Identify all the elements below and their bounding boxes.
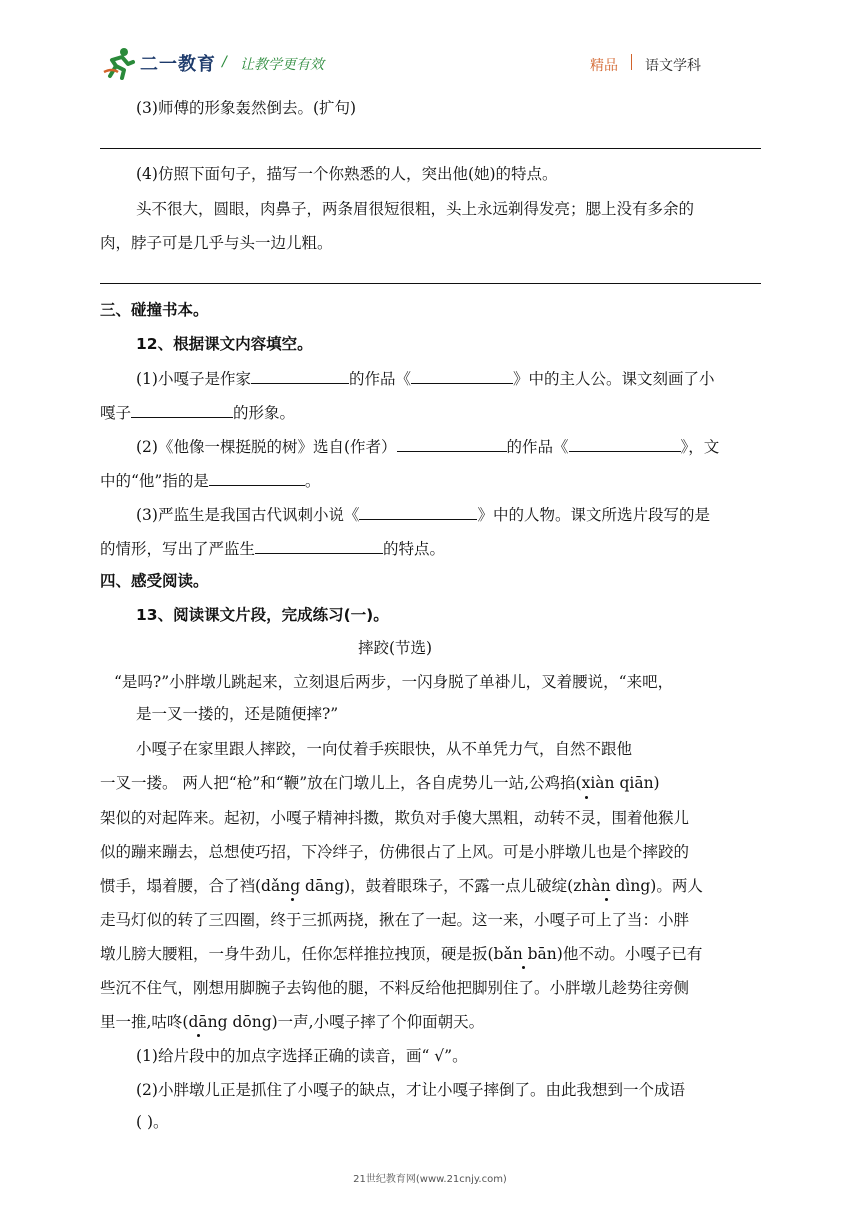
text-segment: 的特点。: [383, 540, 446, 558]
section-3-heading: 三、碰撞书本。: [100, 301, 209, 319]
fill-blank-image[interactable]: [131, 402, 233, 418]
premium-tag: 精品: [590, 58, 618, 74]
emphasis-dot: [522, 966, 525, 969]
question-12-1-line-2: [100, 402, 295, 423]
fill-blank-writer[interactable]: [397, 436, 507, 452]
text-segment: 》中的主人公。课文刻画了小: [512, 370, 715, 388]
fill-blank-he-refers-to[interactable]: [209, 470, 305, 486]
passage-title: 摔跤(节选): [358, 639, 433, 657]
page-footer: 21世纪教育网(www.21cnjy.com): [353, 1174, 507, 1185]
text-segment: 嘎子: [100, 404, 132, 422]
question-12-1-line-1: [136, 368, 715, 389]
passage-p2-line-5: 惯手，塌着腰，合了裆(dǎng dāng)，鼓着眼珠子，不露一点儿破绽(zhàn dìng)。两人: [100, 877, 703, 895]
question-12-2-line-1: [136, 436, 719, 457]
text-segment: 的作品《: [348, 370, 411, 388]
section-4-heading: 四、感受阅读。: [100, 572, 209, 590]
logo-text: 二一教育: [140, 54, 216, 75]
runner-logo-icon: [102, 46, 136, 80]
header-slogan: 让教学更有效: [240, 57, 324, 73]
question-12-3-line-1: [136, 504, 710, 525]
fill-blank-satire-novel[interactable]: [359, 504, 477, 520]
fill-blank-author[interactable]: [251, 368, 349, 384]
emphasis-dot: [291, 898, 294, 901]
answer-line-q4: [100, 283, 761, 284]
text-segment: (2)《他像一棵挺脱的树》选自(作者）: [136, 438, 397, 456]
question-12-3-line-2: [100, 538, 445, 559]
passage-p1-line-1: “是吗?”小胖墩儿跳起来，立刻退后两步，一闪身脱了单褂儿，叉着腰说，“来吧，: [114, 673, 674, 691]
fill-blank-trait[interactable]: [255, 538, 383, 554]
passage-p2-line-6: 走马灯似的转了三四圈，终于三抓两挠，揪在了一起。这一来，小嘎子可上了当：小胖: [100, 911, 690, 929]
text-segment: 的情形，写出了严监生: [100, 540, 256, 558]
text-segment: 的形象。: [233, 404, 296, 422]
passage-p1-line-2: 是一叉一搂的，还是随便摔?”: [136, 705, 339, 723]
header-separator: /: [222, 54, 227, 70]
question-12-title: 12、根据课文内容填空。: [136, 335, 313, 353]
example-sentence-line-2: 肉，脖子可是几乎与头一边儿粗。: [100, 234, 333, 252]
text-segment: (1)小嘎子是作家: [136, 370, 251, 388]
text-segment: 中的“他”指的是: [100, 472, 209, 490]
passage-p2-line-8: 些沉不住气，刚想用脚腕子去钩他的腿，不料反给他把脚别住了。小胖墩儿趁势往旁侧: [100, 979, 690, 997]
question-13-1: (1)给片段中的加点字选择正确的读音，画“ √”。: [136, 1047, 468, 1065]
subject-tag: 语文学科: [645, 58, 701, 74]
answer-line-q3: [100, 148, 761, 149]
question-13-2-line-1: (2)小胖墩儿正是抓住了小嘎子的缺点，才让小嘎子摔倒了。由此我想到一个成语: [136, 1081, 685, 1099]
question-12-2-line-2: [100, 470, 320, 491]
brand-logo: [102, 46, 220, 80]
fill-blank-work[interactable]: [411, 368, 513, 384]
text-segment: (3)严监生是我国古代讽刺小说《: [136, 506, 360, 524]
passage-p2-line-4: 似的蹦来蹦去，总想使巧招，下冷绊子，仿佛很占了上风。可是小胖墩儿也是个摔跤的: [100, 843, 690, 861]
tag-divider: [631, 54, 632, 70]
question-13-2-answer-paren[interactable]: ( )。: [136, 1113, 169, 1131]
page-header: [0, 0, 860, 90]
emphasis-dot: [585, 796, 588, 799]
passage-p2-line-3: 架似的对起阵来。起初，小嘎子精神抖擞，欺负对手傻大黑粗，动转不灵，围着他猴儿: [100, 809, 690, 827]
passage-p2-line-1: 小嘎子在家里跟人摔跤，一向仗着手疾眼快，从不单凭力气，自然不跟他: [136, 740, 633, 758]
text-segment: 》，文: [680, 438, 720, 456]
fill-blank-novel[interactable]: [569, 436, 681, 452]
passage-p2-line-7: 墩儿膀大腰粗，一身牛劲儿，任你怎样推拉拽顶，硬是扳(bǎn bān)他不动。小嘎子已有: [100, 945, 703, 963]
passage-p2-line-9: 里一推,咕咚(dāng dōng)一声,小嘎子摔了个仰面朝天。: [100, 1013, 485, 1031]
question-13-title: 13、阅读课文片段，完成练习(一)。: [136, 606, 389, 624]
text-segment: 的作品《: [506, 438, 569, 456]
emphasis-dot: [197, 1034, 200, 1037]
text-segment: 。: [304, 472, 321, 490]
text-segment: 》中的人物。课文所选片段写的是: [477, 506, 710, 524]
question-3-expand: (3)师傅的形象轰然倒去。(扩句): [136, 99, 357, 117]
passage-p2-line-2: 一叉一搂。 两人把“枪”和“鞭”放在门墩儿上，各自虎势儿一站,公鸡掐(xiàn qiān): [100, 774, 660, 792]
question-4-imitate: (4)仿照下面句子，描写一个你熟悉的人，突出他(她)的特点。: [136, 165, 558, 183]
emphasis-dot: [605, 898, 608, 901]
example-sentence-line-1: 头不很大，圆眼，肉鼻子，两条眉很短很粗，头上永远剃得发亮；腮上没有多余的: [136, 200, 695, 218]
